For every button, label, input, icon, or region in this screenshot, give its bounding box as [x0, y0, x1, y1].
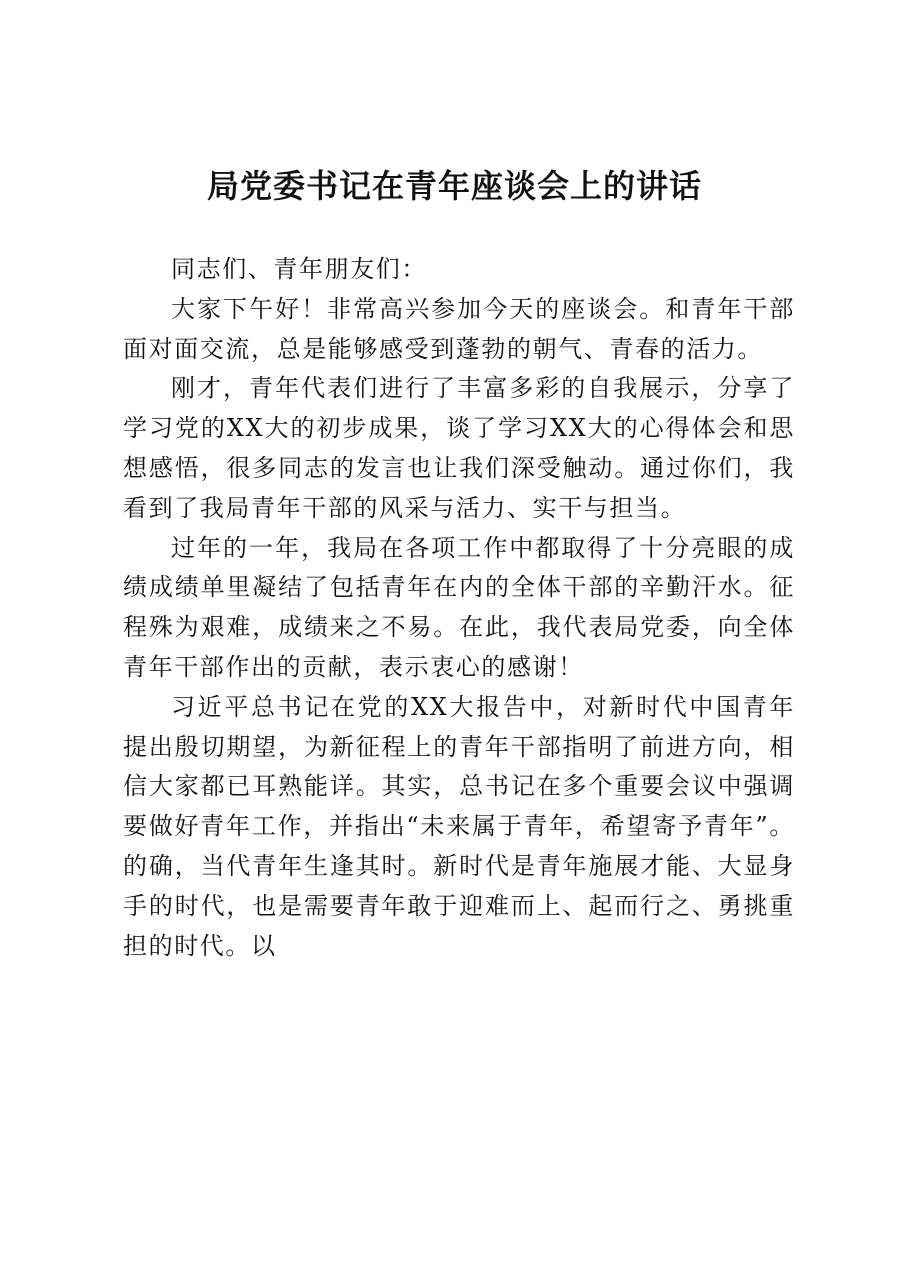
- document-body: [123, 250, 795, 966]
- paragraph-greeting: 同志们、青年朋友们：: [171, 255, 427, 283]
- paragraph-past-year: 过年的一年，我局在各项工作中都取得了十分亮眼的成绩成绩单里凝结了包括青年在内的全体干部的辛勤汗水。征程殊为艰难，成绩来之不易。在此，我代表局党委，向全体青年干部作出的贡献，表示衷心的感谢！: [123, 533, 795, 681]
- paragraph-expectations: 习近平总书记在党的XX大报告中，对新时代中国青年提出殷切期望，为新征程上的青年干部指明了前进方向，相信大家都已耳熟能详。其实，总书记在多个重要会议中强调要做好青年工作，并指出“未来属于青年，希望寄予青年”。的确，当代青年生逢其时。新时代是青年施展才能、大显身手的时代，也是需要青年敢于迎难而上、起而行之、勇挑重担的时代。以: [123, 692, 795, 960]
- paragraph-opening: 大家下午好！非常高兴参加今天的座谈会。和青年干部面对面交流，总是能够感受到蓬勃的朝气、青春的活力。: [123, 294, 795, 363]
- paragraph-youth-showcase: 刚才，青年代表们进行了丰富多彩的自我展示，分享了学习党的XX大的初步成果，谈了学习XX大的心得体会和思想感悟，很多同志的发言也让我们深受触动。通过你们，我看到了我局青年干部的风采与活力、实干与担当。: [123, 374, 795, 522]
- document-title: 局党委书记在青年座谈会上的讲话: [206, 167, 702, 205]
